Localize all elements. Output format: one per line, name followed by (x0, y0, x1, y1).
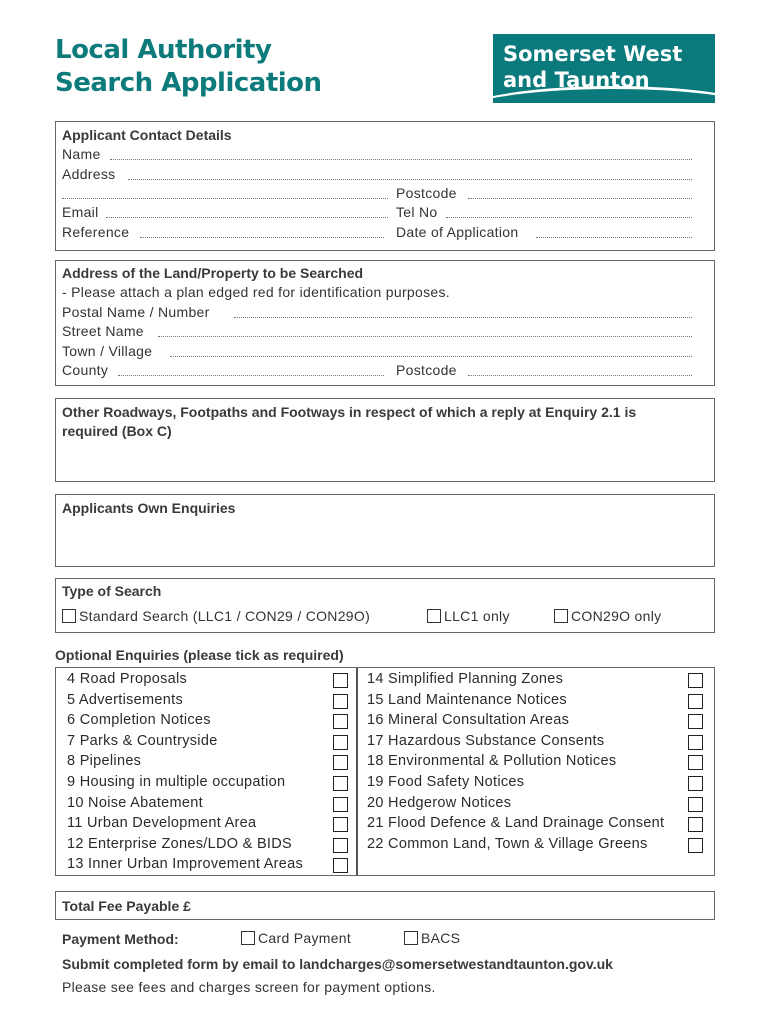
optional-enquiry-checkbox-left-7[interactable] (333, 817, 348, 832)
date-label: Date of Application (396, 224, 519, 240)
optional-enquiry-checkbox-left-2[interactable] (333, 714, 348, 729)
land-heading: Address of the Land/Property to be Searched (62, 265, 364, 281)
council-logo (493, 34, 715, 103)
town-label: Town / Village (62, 343, 153, 359)
optional-enquiry-right-4: 18 Environmental & Pollution Notices (367, 753, 617, 770)
search-type-heading: Type of Search (62, 583, 162, 599)
logo-line-1: Somerset West (503, 42, 683, 66)
optional-enquiry-checkbox-left-1[interactable] (333, 694, 348, 709)
optional-enquiry-checkbox-left-0[interactable] (333, 673, 348, 688)
optional-enquiries-heading: Optional Enquiries (please tick as required) (55, 647, 344, 663)
optional-enquiry-left-3: 7 Parks & Countryside (67, 732, 218, 749)
email-field[interactable] (106, 217, 388, 218)
optional-enquiry-left-4: 8 Pipelines (67, 753, 142, 770)
county-field[interactable] (118, 375, 384, 376)
optional-enquiry-right-5: 19 Food Safety Notices (367, 774, 525, 790)
optional-enquiry-checkbox-right-0[interactable] (688, 673, 703, 688)
optional-enquiry-checkbox-right-8[interactable] (688, 838, 703, 853)
street-field[interactable] (158, 336, 692, 337)
tel-field[interactable] (446, 217, 692, 218)
contact-heading: Applicant Contact Details (62, 127, 232, 143)
tel-label: Tel No (396, 204, 438, 220)
optional-enquiry-left-2: 6 Completion Notices (67, 712, 211, 729)
optional-enquiry-right-7: 21 Flood Defence & Land Drainage Consent (367, 815, 665, 832)
title-line-2: Search Application (55, 68, 322, 98)
optional-enquiry-left-5: 9 Housing in multiple occupation (67, 774, 286, 790)
postcode-field[interactable] (468, 198, 692, 199)
name-label: Name (62, 146, 101, 162)
card-payment-checkbox[interactable] (241, 931, 255, 945)
contact-details-section (55, 121, 715, 251)
llc1-only-checkbox[interactable] (427, 609, 441, 623)
optional-enquiry-checkbox-left-9[interactable] (333, 858, 348, 873)
optional-enquiry-right-0: 14 Simplified Planning Zones (367, 671, 564, 687)
con29o-only-option[interactable] (554, 608, 661, 624)
own-enquiries-heading: Applicants Own Enquiries (62, 500, 236, 516)
name-field[interactable] (110, 159, 692, 160)
con29o-only-checkbox[interactable] (554, 609, 568, 623)
address-field-line-2[interactable] (62, 198, 388, 199)
bacs-option[interactable] (404, 930, 460, 946)
roadways-section[interactable] (55, 398, 715, 482)
con29o-only-label: CON29O only (571, 608, 662, 624)
fees-note: Please see fees and charges screen for payment options. (62, 979, 436, 995)
address-field[interactable] (128, 179, 692, 180)
optional-enquiry-checkbox-right-2[interactable] (688, 714, 703, 729)
reference-label: Reference (62, 224, 130, 240)
reference-field[interactable] (140, 237, 384, 238)
llc1-only-label: LLC1 only (444, 608, 510, 624)
date-field[interactable] (536, 237, 692, 238)
optional-enquiry-checkbox-left-5[interactable] (333, 776, 348, 791)
table-divider (356, 668, 358, 875)
optional-enquiry-right-8: 22 Common Land, Town & Village Greens (367, 835, 648, 852)
title-line-1: Local Authority (55, 35, 272, 65)
optional-enquiry-checkbox-right-4[interactable] (688, 755, 703, 770)
card-payment-option[interactable] (241, 930, 351, 946)
llc1-only-option[interactable] (427, 608, 510, 624)
optional-enquiry-checkbox-left-4[interactable] (333, 755, 348, 770)
land-postcode-label: Postcode (396, 362, 457, 378)
standard-search-checkbox[interactable] (62, 609, 76, 623)
optional-enquiry-right-1: 15 Land Maintenance Notices (367, 691, 567, 708)
optional-enquiry-checkbox-left-3[interactable] (333, 735, 348, 750)
optional-enquiry-left-0: 4 Road Proposals (67, 671, 188, 687)
optional-enquiry-checkbox-right-1[interactable] (688, 694, 703, 709)
search-type-section (55, 578, 715, 633)
optional-enquiry-checkbox-left-8[interactable] (333, 838, 348, 853)
optional-enquiry-left-7: 11 Urban Development Area (67, 815, 257, 832)
optional-enquiry-checkbox-left-6[interactable] (333, 797, 348, 812)
optional-enquiry-checkbox-right-7[interactable] (688, 817, 703, 832)
optional-enquiry-right-2: 16 Mineral Consultation Areas (367, 712, 570, 729)
optional-enquiry-left-1: 5 Advertisements (67, 691, 184, 708)
county-label: County (62, 362, 109, 378)
bacs-checkbox[interactable] (404, 931, 418, 945)
optional-enquiry-checkbox-right-5[interactable] (688, 776, 703, 791)
standard-search-label: Standard Search (LLC1 / CON29 / CON29O) (79, 608, 371, 624)
land-postcode-field[interactable] (468, 375, 692, 376)
town-field[interactable] (170, 356, 692, 357)
roadways-line-1: Other Roadways, Footpaths and Footways in respect of which a reply at Enquiry 2.1 is (62, 404, 637, 420)
postal-field[interactable] (234, 317, 692, 318)
optional-enquiries-table (55, 667, 715, 876)
optional-enquiry-left-8: 12 Enterprise Zones/LDO & BIDS (67, 835, 292, 852)
optional-enquiry-left-6: 10 Noise Abatement (67, 794, 203, 811)
optional-enquiry-right-6: 20 Hedgerow Notices (367, 794, 512, 811)
card-payment-label: Card Payment (258, 930, 352, 946)
optional-enquiry-right-3: 17 Hazardous Substance Consents (367, 732, 605, 749)
bacs-label: BACS (421, 930, 461, 946)
logo-line-2: and Taunton (503, 68, 650, 92)
own-enquiries-section[interactable] (55, 494, 715, 567)
address-label: Address (62, 166, 116, 182)
submit-instructions: Submit completed form by email to landcharges@somersetwestandtaunton.gov.uk (62, 956, 613, 972)
email-label: Email (62, 204, 99, 220)
page-title (55, 34, 322, 100)
optional-enquiry-checkbox-right-3[interactable] (688, 735, 703, 750)
land-address-section (55, 260, 715, 386)
postal-label: Postal Name / Number (62, 304, 210, 320)
street-label: Street Name (62, 323, 144, 339)
optional-enquiry-left-9: 13 Inner Urban Improvement Areas (67, 856, 304, 873)
land-note: - Please attach a plan edged red for identification purposes. (62, 284, 450, 300)
optional-enquiry-checkbox-right-6[interactable] (688, 797, 703, 812)
total-fee-label: Total Fee Payable £ (62, 898, 191, 914)
standard-search-option[interactable] (62, 608, 370, 624)
postcode-label: Postcode (396, 185, 457, 201)
payment-method-label: Payment Method: (62, 931, 179, 947)
roadways-line-2: required (Box C) (62, 423, 172, 439)
total-fee-section[interactable] (55, 891, 715, 920)
